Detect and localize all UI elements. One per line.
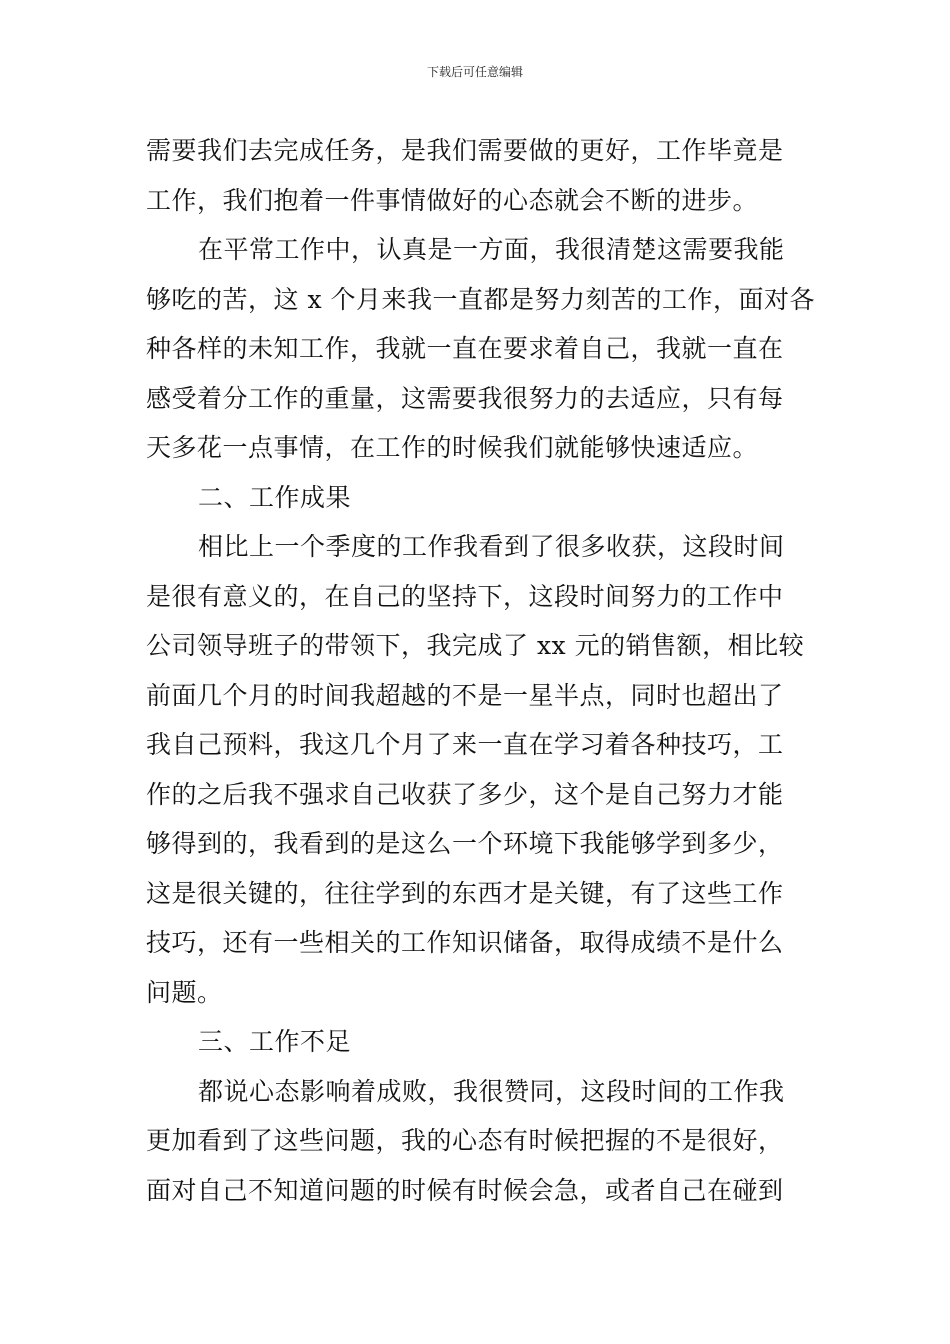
body-line: 天多花一点事情，在工作的时候我们就能够快速适应。 xyxy=(146,433,759,462)
body-line: 是很有意义的，在自己的坚持下，这段时间努力的工作中 xyxy=(146,581,784,611)
body-line: 公司领导班子的带领下，我完成了 xx 元的销售额，相比较 xyxy=(146,631,805,660)
body-line: 问题。 xyxy=(146,977,223,1007)
body-line: 面对自己不知道问题的时候有时候会急，或者自己在碰到 xyxy=(146,1175,784,1205)
body-line: 我自己预料，我这几个月了来一直在学习着各种技巧，工 xyxy=(146,730,784,759)
paragraph-start-line: 在平常工作中，认真是一方面，我很清楚这需要我能 xyxy=(198,235,785,264)
body-line: 作的之后我不强求自己收获了多少，这个是自己努力才能 xyxy=(146,779,784,809)
section-heading-achievements: 二、工作成果 xyxy=(198,482,352,512)
body-line: 需要我们去完成任务，是我们需要做的更好，工作毕竟是 xyxy=(146,136,784,165)
body-line: 感受着分工作的重量，这需要我很努力的去适应，只有每 xyxy=(146,383,784,413)
body-line: 够得到的，我看到的是这么一个环境下我能够学到多少， xyxy=(146,829,784,858)
body-line: 这是很关键的，往往学到的东西才是关键，有了这些工作 xyxy=(146,878,784,908)
body-line: 工作，我们抱着一件事情做好的心态就会不断的进步。 xyxy=(146,185,759,215)
body-line: 前面几个月的时间我超越的不是一星半点，同时也超出了 xyxy=(146,680,784,710)
body-line: 够吃的苦，这 x 个月来我一直都是努力刻苦的工作，面对各 xyxy=(146,284,815,314)
document-body xyxy=(146,126,815,1215)
paragraph-start-line: 都说心态影响着成败，我很赞同，这段时间的工作我 xyxy=(198,1076,785,1106)
body-line: 种各样的未知工作，我就一直在要求着自己，我就一直在 xyxy=(146,334,784,363)
body-line: 更加看到了这些问题，我的心态有时候把握的不是很好， xyxy=(146,1126,784,1155)
page-header: 下载后可任意编辑 xyxy=(426,65,523,79)
paragraph-start-line: 相比上一个季度的工作我看到了很多收获，这段时间 xyxy=(198,532,785,561)
body-line: 技巧，还有一些相关的工作知识储备，取得成绩不是什么 xyxy=(146,928,784,957)
section-heading-shortcomings: 三、工作不足 xyxy=(198,1027,352,1056)
